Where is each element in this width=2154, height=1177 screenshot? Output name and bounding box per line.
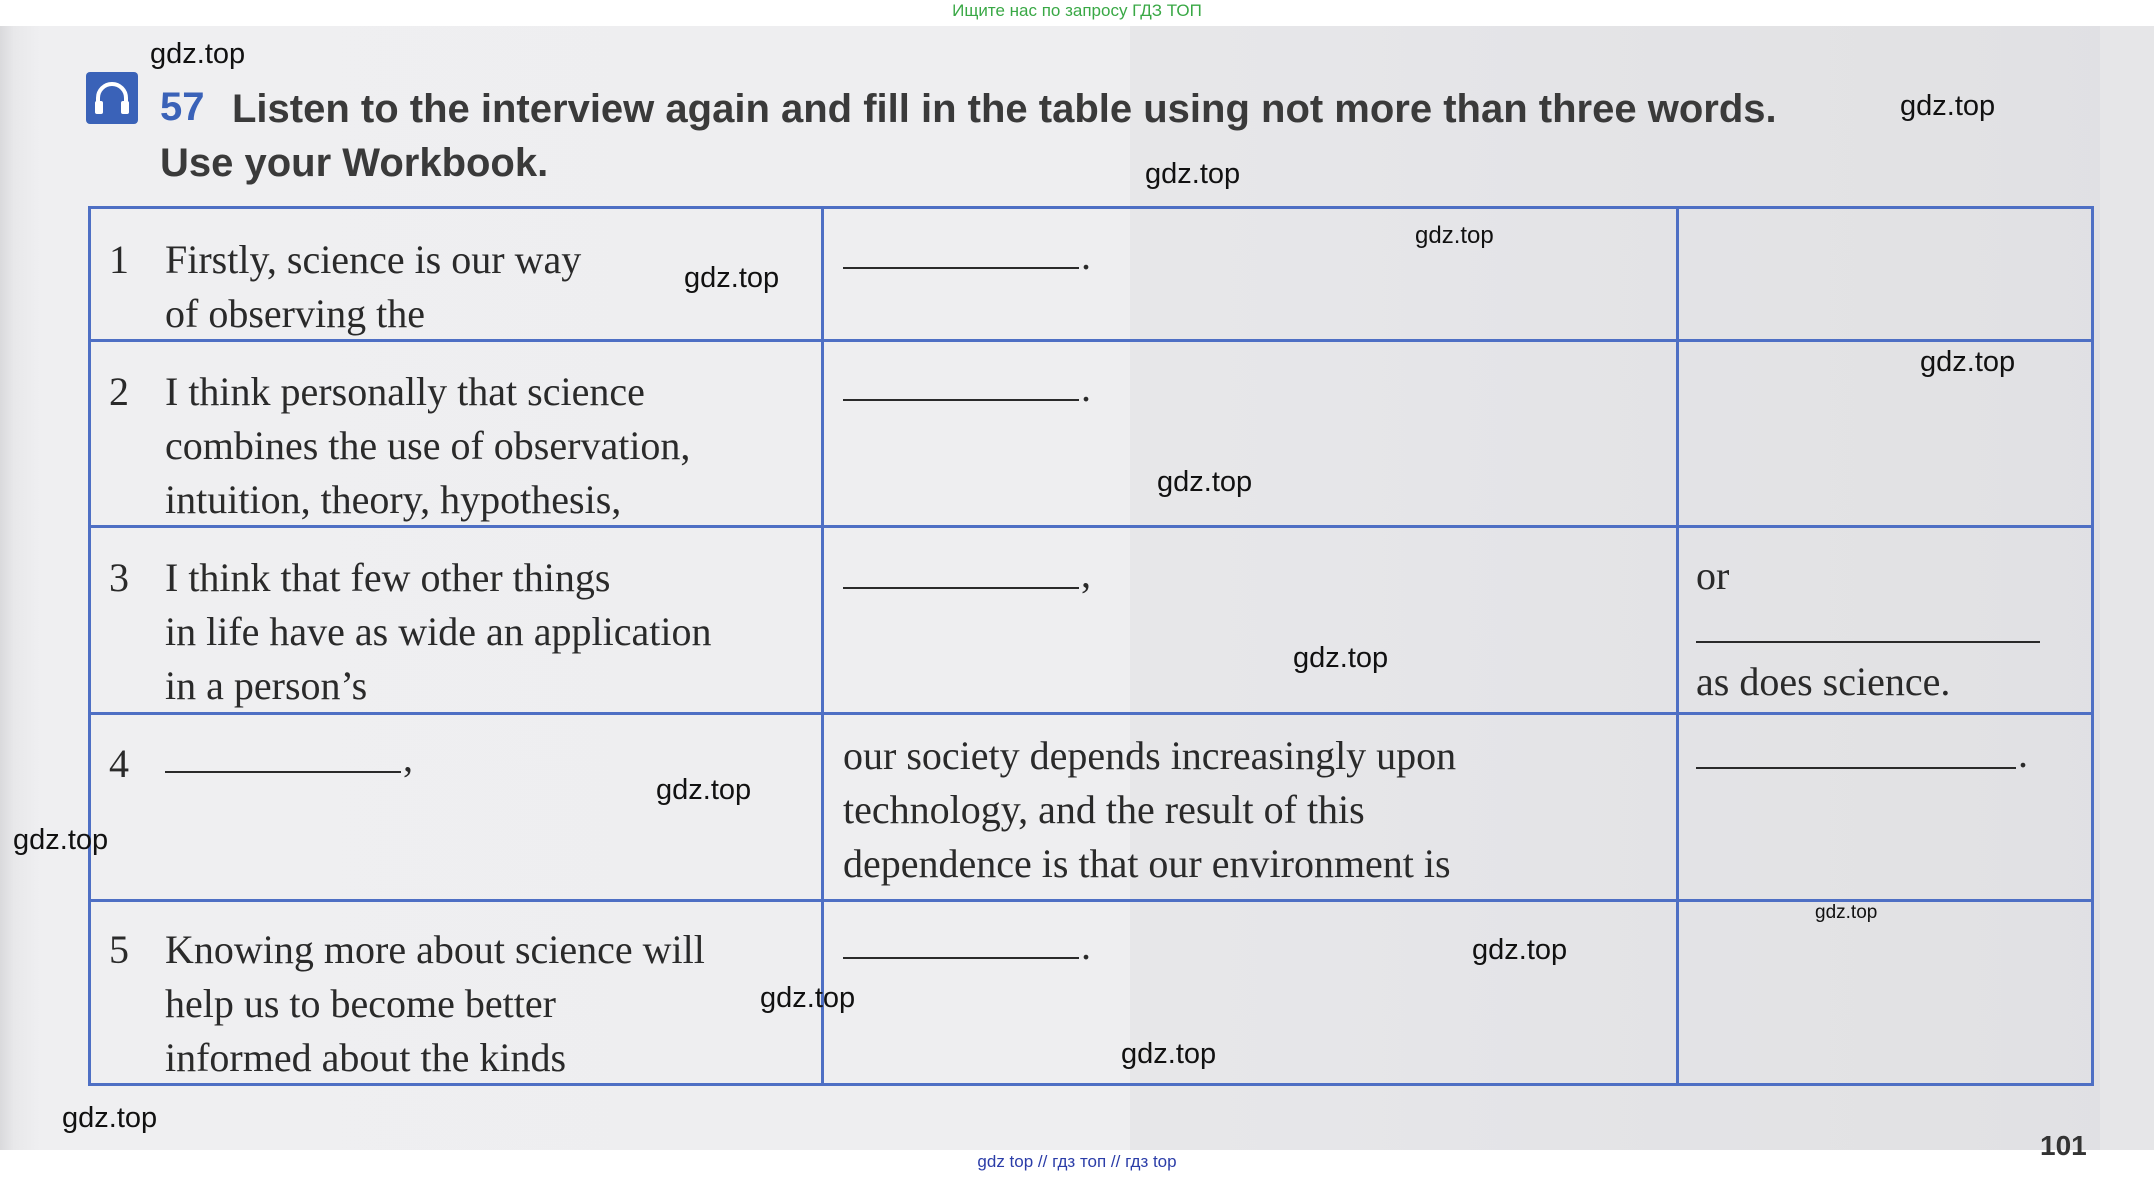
exercise-instruction: Listen to the interview again and fill in the table using not more than three words. <box>232 87 1777 131</box>
watermark: gdz.top <box>1157 466 1253 498</box>
watermark: gdz.top <box>1293 642 1389 674</box>
row-5-prompt <box>165 923 805 1085</box>
prompt-line: Knowing more about science will <box>165 927 705 972</box>
watermark: gdz.top <box>1815 902 1878 923</box>
prompt-line: informed about the kinds <box>165 1035 567 1080</box>
prompt-line: technology, and the result of this <box>843 787 1365 832</box>
prompt-line: our society depends increasingly upon <box>843 733 1457 778</box>
prompt-line: intuition, theory, hypothesis, <box>165 477 622 522</box>
watermark: gdz.top <box>13 824 109 856</box>
headphones-icon <box>86 72 138 124</box>
row-3-ending: as does science. <box>1696 659 1951 704</box>
row-number: 2 <box>109 369 129 414</box>
blank-punctuation: , <box>403 735 413 780</box>
answer-blank[interactable] <box>843 957 1079 959</box>
top-banner[interactable]: Ищите нас по запросу ГДЗ ТОП <box>952 1 1202 20</box>
watermark: gdz.top <box>62 1102 158 1134</box>
watermark: gdz.top <box>1900 90 1996 122</box>
row-number: 1 <box>109 237 129 282</box>
answer-blank[interactable] <box>165 771 401 773</box>
watermark: gdz.top <box>1472 934 1568 966</box>
blank-punctuation: , <box>1081 551 1091 596</box>
answer-blank[interactable] <box>1696 767 2016 769</box>
bottom-banner[interactable]: gdz top // гдз топ // гдз top <box>977 1152 1177 1171</box>
row-4-prompt <box>843 729 1663 891</box>
watermark: gdz.top <box>760 982 856 1014</box>
answer-blank[interactable] <box>843 399 1079 401</box>
prompt-line: of observing the <box>165 291 425 336</box>
answer-blank[interactable] <box>843 587 1079 589</box>
row-number: 3 <box>109 555 129 600</box>
row-3-prompt <box>165 551 825 713</box>
prompt-line: I think that few other things <box>165 555 611 600</box>
row-3-or-label: or <box>1696 553 1730 598</box>
watermark: gdz.top <box>656 774 752 806</box>
blank-punctuation: . <box>1081 365 1091 410</box>
exercise-number: 57 <box>160 85 205 129</box>
prompt-line: combines the use of observation, <box>165 423 691 468</box>
prompt-line: in a person’s <box>165 663 368 708</box>
row-number: 4 <box>109 741 129 786</box>
watermark: gdz.top <box>150 38 246 70</box>
watermark: gdz.top <box>684 262 780 294</box>
prompt-line: dependence is that our environment is <box>843 841 1451 886</box>
row-2-prompt <box>165 365 805 527</box>
watermark: gdz.top <box>1920 346 2016 378</box>
watermark: gdz.top <box>1415 222 1494 249</box>
watermark: gdz.top <box>1121 1038 1217 1070</box>
answer-table <box>88 206 2094 1086</box>
row-divider <box>91 899 2091 902</box>
prompt-line: help us to become better <box>165 981 556 1026</box>
answer-blank[interactable] <box>1696 641 2040 643</box>
prompt-line: in life have as wide an application <box>165 609 712 654</box>
exercise-instruction-line2: Use your Workbook. <box>160 141 549 185</box>
blank-punctuation: . <box>1081 923 1091 968</box>
prompt-line: I think personally that science <box>165 369 645 414</box>
watermark: gdz.top <box>1145 158 1241 190</box>
page-number: 101 <box>2040 1130 2087 1161</box>
blank-punctuation: . <box>2018 731 2028 776</box>
answer-blank[interactable] <box>843 267 1079 269</box>
row-number: 5 <box>109 927 129 972</box>
prompt-line: Firstly, science is our way <box>165 237 582 282</box>
blank-punctuation: . <box>1081 233 1091 278</box>
